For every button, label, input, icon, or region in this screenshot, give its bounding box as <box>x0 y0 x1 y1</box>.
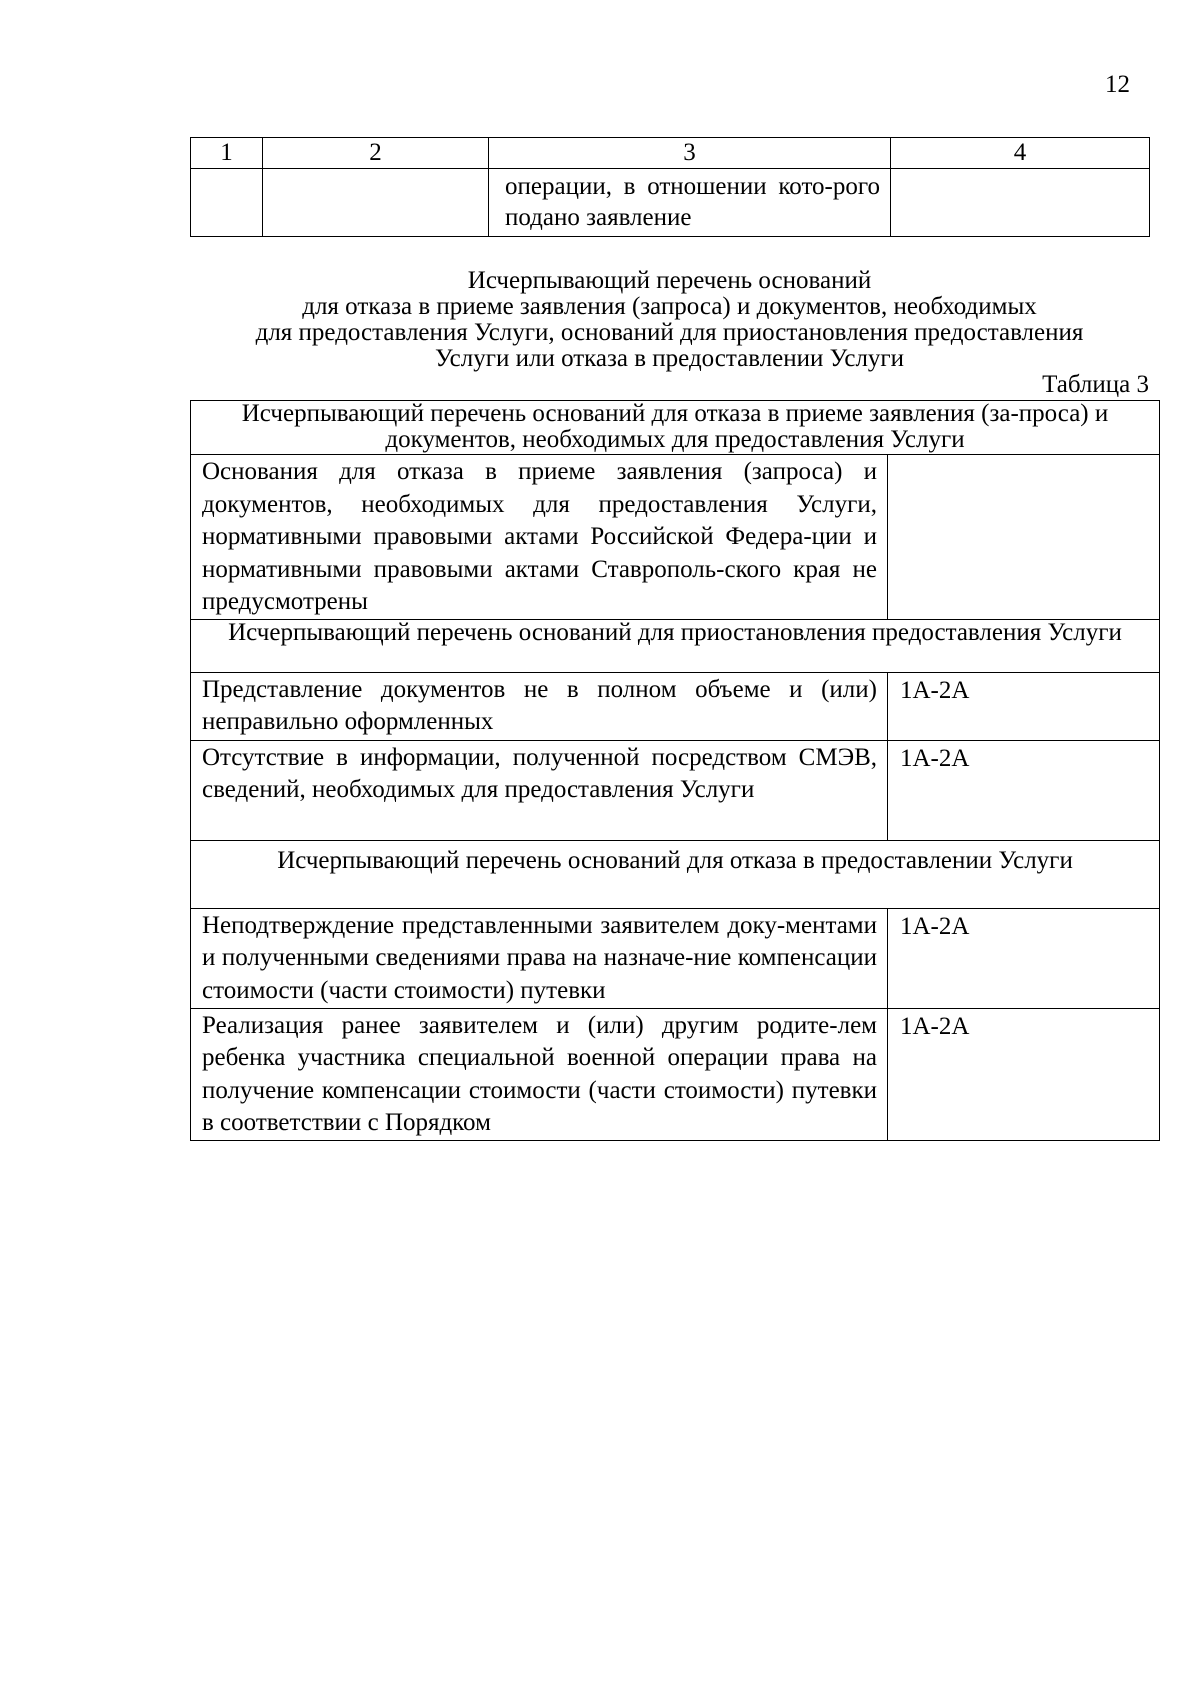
table-row <box>191 740 1160 840</box>
group-title-refusal-acceptance: Исчерпывающий перечень оснований для отказа в приеме заявления (за-проса) и документов, необходимых для предоставления Услуги <box>191 401 1160 455</box>
table-row <box>191 455 1160 620</box>
table-cell-col2 <box>263 169 489 237</box>
table-row <box>191 1008 1160 1140</box>
section-heading-line: Услуги или отказа в предоставлении Услуги <box>434 345 905 372</box>
ground-code: 1А-2А <box>888 672 1160 740</box>
table-row <box>191 672 1160 740</box>
column-number-2: 2 <box>263 138 489 169</box>
group-header-row <box>191 401 1160 455</box>
ground-description: Неподтверждение представленными заявителем доку-ментами и полученными сведениями права на назначе-ние компенсации стоимости (части стоимости) путевки <box>191 908 888 1008</box>
section-heading-line: Исчерпывающий перечень оснований <box>467 267 872 294</box>
table-row <box>191 169 1150 237</box>
ground-description: Реализация ранее заявителем и (или) другим родите-лем ребенка участника специальной военной операции права на получение компенсации стоимости (части стоимости) путевки в соответствии с Порядком <box>191 1008 888 1140</box>
column-number-4: 4 <box>891 138 1150 169</box>
table-header-row <box>191 138 1150 169</box>
ground-description: Основания для отказа в приеме заявления (запроса) и документов, необходимых для предоставления Услуги, нормативными правовыми актами Российской Федера-ции и нормативными правовыми актами Ставрополь-ского края не предусмотрены <box>191 455 888 620</box>
group-header-row <box>191 840 1160 908</box>
section-heading-line: для отказа в приеме заявления (запроса) и документов, необходимых <box>302 293 1037 320</box>
ground-description: Представление документов не в полном объеме и (или) неправильно оформленных <box>191 672 888 740</box>
ground-description: Отсутствие в информации, полученной посредством СМЭВ, сведений, необходимых для предоставления Услуги <box>191 740 888 840</box>
column-number-1: 1 <box>191 138 263 169</box>
table-cell-col1 <box>191 169 263 237</box>
column-number-3: 3 <box>489 138 891 169</box>
group-title-suspension: Исчерпывающий перечень оснований для приостановления предоставления Услуги <box>191 619 1160 672</box>
table-cell-col4 <box>891 169 1150 237</box>
section-heading <box>190 268 1149 372</box>
page-number: 12 <box>1105 71 1130 98</box>
ground-code: 1А-2А <box>888 740 1160 840</box>
ground-code: 1А-2А <box>888 1008 1160 1140</box>
table-label: Таблица 3 <box>1042 371 1149 398</box>
section-heading-line: для предоставления Услуги, оснований для приостановления предоставления <box>255 319 1084 346</box>
table-cell-col3: операции, в отношении кото-рого подано заявление <box>489 169 891 237</box>
continuation-table <box>190 137 1150 237</box>
ground-code: 1А-2А <box>888 908 1160 1008</box>
table-row <box>191 908 1160 1008</box>
ground-code <box>888 455 1160 620</box>
group-title-refusal-service: Исчерпывающий перечень оснований для отказа в предоставлении Услуги <box>191 840 1160 908</box>
grounds-table <box>190 400 1160 1141</box>
group-header-row <box>191 619 1160 672</box>
